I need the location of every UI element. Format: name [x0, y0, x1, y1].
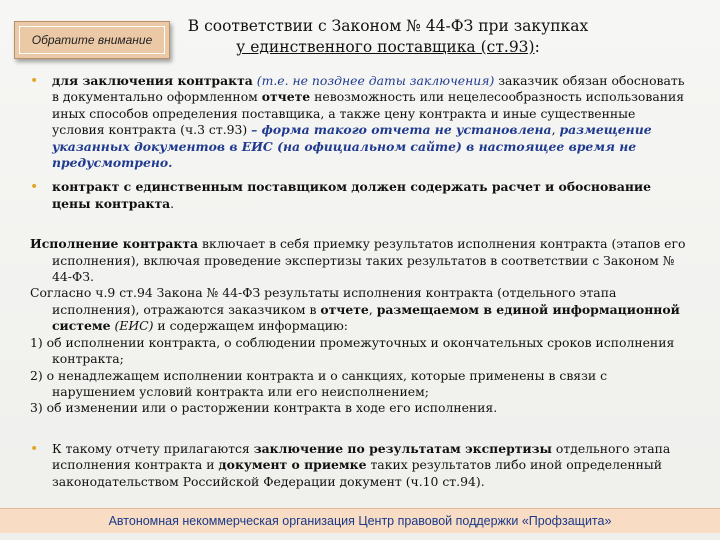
report-text-a: Согласно ч.9 ст.94 Закона № 44-ФЗ результаты исполнения контракта (отдельного этапа исполнения), отражаются заказчиком в	[30, 285, 617, 317]
list-item: 1) об исполнении контракта, о соблюдении промежуточных и окончательных сроков исполнения контракта;	[30, 334, 675, 367]
paragraph-execution	[30, 236, 690, 285]
report-comma: ,	[368, 301, 377, 317]
spacer	[30, 171, 690, 179]
bullet-contract-price	[30, 179, 690, 212]
list-item: 2) о ненадлежащем исполнении контракта и о санкциях, которые применены в связи с нарушением условий контракта или его неисполнением;	[30, 367, 608, 399]
title-line2-underlined: у единственного поставщика (ст.93)	[236, 38, 535, 56]
bullet1-form-note: – форма такого отчета не установлена	[251, 122, 552, 138]
report-eis-abbr: (ЕИС)	[114, 318, 154, 334]
bullet-report-attachments	[30, 441, 690, 490]
bullet3-text-b: отдельного этапа исполнения контракта и	[52, 440, 671, 473]
bullet3-text-a: К такому отчету прилагаются	[52, 440, 254, 456]
spacer	[30, 433, 690, 441]
bullet1-report-word: отчете	[261, 89, 311, 105]
list-item: 3) об изменении или о расторжении контракта в ходе его исполнения.	[30, 400, 498, 416]
slide-content	[30, 73, 690, 505]
title-line2	[178, 37, 598, 58]
bullet1-bold-lead: для заключения контракта	[52, 73, 253, 88]
bullet3-acceptance-doc: документ о приемке	[218, 457, 367, 473]
bullet3-expertise: заключение по результатам экспертизы	[253, 440, 552, 456]
bullet1-text-a: заказчик обязан обосновать в документально оформленном	[52, 73, 685, 105]
bullet1-timing-note: (т.е. не позднее даты заключения)	[256, 73, 495, 88]
attention-label-text: Обратите внимание	[19, 26, 165, 54]
bullet1-eis-note: размещение указанных документов в ЕИС (на официальном сайте) в настоящее время не предусмотрено.	[52, 122, 652, 171]
bullet-contract-justification	[30, 73, 690, 171]
bullet3-text-c: таких результатов либо иной определенный законодательством Российской Федерации документ (ч.10 ст.94).	[52, 457, 662, 489]
spacer	[30, 417, 690, 433]
execution-text: включает в себя приемку результатов исполнения контракта (этапов его исполнения), включая проведение экспертизы таких результатов в соответствии с Законом № 44-ФЗ.	[52, 236, 686, 285]
bullet2-period: .	[170, 195, 175, 211]
paragraph-report	[30, 285, 690, 334]
bullet1-comma: ,	[551, 122, 560, 138]
title-line2-suffix: :	[534, 38, 540, 56]
spacer	[30, 228, 690, 236]
report-word: отчете	[320, 301, 369, 317]
bullet1-text-b: невозможность или нецелесообразность использования иных способов определения поставщика, а также цену контракта и иные существенные условия контракта (ч.3 ст.93)	[52, 89, 685, 138]
title-line1: В соответствии с Законом № 44-ФЗ при закупках	[187, 17, 589, 35]
footer-organization: Автономная некоммерческая организация Центр правовой поддержки «Профзащита»	[0, 508, 720, 533]
bullet2-bold-text: контракт с единственным поставщиком должен содержать расчет и обоснование цены контракта	[52, 179, 652, 211]
attention-label	[14, 21, 170, 59]
execution-bold-lead: Исполнение контракта	[30, 236, 199, 252]
report-text-b: и содержащем информацию:	[153, 318, 348, 334]
spacer	[30, 490, 690, 505]
report-eis-bold: размещаемом в единой информационной системе	[52, 301, 680, 334]
spacer	[30, 212, 690, 228]
slide-title	[178, 16, 598, 58]
